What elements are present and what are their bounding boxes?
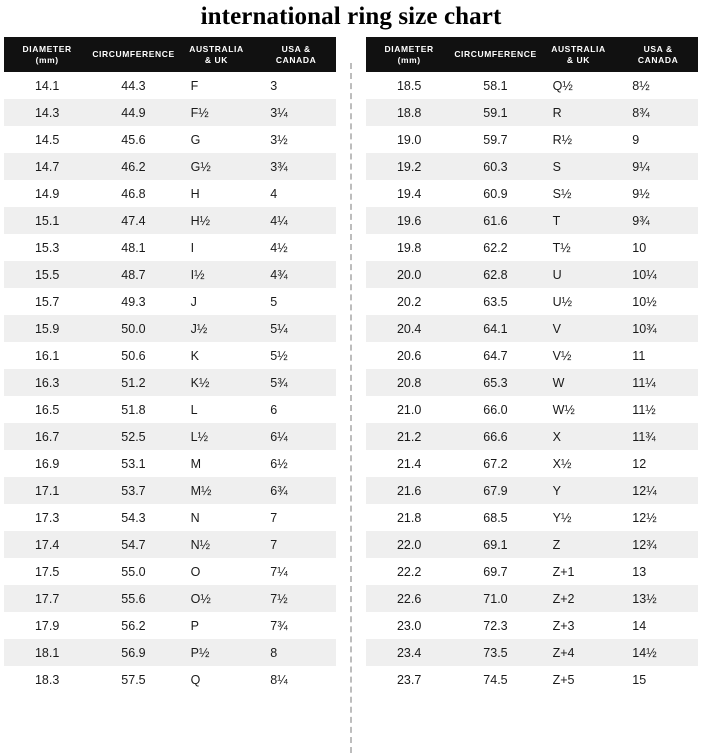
table-row xyxy=(366,504,698,531)
table-cell-circumference: 46.2 xyxy=(90,153,176,180)
table-cell-diameter: 16.5 xyxy=(4,396,90,423)
table-cell-usa-canada: 4¾ xyxy=(256,261,336,288)
ring-size-table-right xyxy=(366,37,698,693)
table-cell-usa-canada: 7½ xyxy=(256,585,336,612)
table-cell-australia-uk: Z+5 xyxy=(539,666,619,693)
table-row xyxy=(366,666,698,693)
table-row xyxy=(4,450,336,477)
table-cell-australia-uk: W½ xyxy=(539,396,619,423)
table-cell-diameter: 20.2 xyxy=(366,288,452,315)
table-cell-usa-canada: 9 xyxy=(618,126,698,153)
table-row xyxy=(366,450,698,477)
table-row xyxy=(4,153,336,180)
table-cell-australia-uk: X xyxy=(539,423,619,450)
table-cell-diameter: 15.3 xyxy=(4,234,90,261)
table-row xyxy=(366,234,698,261)
table-cell-usa-canada: 7 xyxy=(256,531,336,558)
table-row xyxy=(4,207,336,234)
table-cell-diameter: 17.1 xyxy=(4,477,90,504)
table-cell-australia-uk: Z+4 xyxy=(539,639,619,666)
table-row xyxy=(4,72,336,99)
table-cell-diameter: 22.0 xyxy=(366,531,452,558)
table-cell-circumference: 62.8 xyxy=(452,261,538,288)
table-cell-australia-uk: H½ xyxy=(177,207,257,234)
table-cell-circumference: 64.7 xyxy=(452,342,538,369)
table-cell-circumference: 56.2 xyxy=(90,612,176,639)
table-cell-australia-uk: K xyxy=(177,342,257,369)
table-cell-diameter: 19.4 xyxy=(366,180,452,207)
table-cell-circumference: 66.6 xyxy=(452,423,538,450)
table-row xyxy=(4,342,336,369)
column-header-usa-label: USA & xyxy=(281,44,311,54)
column-header-australia-sub: & UK xyxy=(204,54,229,65)
table-row xyxy=(4,126,336,153)
table-cell-australia-uk: X½ xyxy=(539,450,619,477)
column-header-circumference-label: CIRCUMFERENCE xyxy=(454,49,537,60)
table-cell-circumference: 58.1 xyxy=(452,72,538,99)
table-cell-diameter: 16.7 xyxy=(4,423,90,450)
table-cell-diameter: 15.1 xyxy=(4,207,90,234)
table-cell-usa-canada: 5 xyxy=(256,288,336,315)
table-row xyxy=(366,396,698,423)
table-cell-diameter: 21.2 xyxy=(366,423,452,450)
table-cell-circumference: 67.9 xyxy=(452,477,538,504)
table-cell-circumference: 47.4 xyxy=(90,207,176,234)
table-cell-usa-canada: 10¾ xyxy=(618,315,698,342)
table-cell-australia-uk: Q½ xyxy=(539,72,619,99)
column-header-usa-sub: CANADA xyxy=(275,54,317,65)
column-header-usa-canada xyxy=(256,37,336,72)
table-cell-usa-canada: 8 xyxy=(256,639,336,666)
table-cell-diameter: 18.8 xyxy=(366,99,452,126)
ring-size-chart-page xyxy=(0,3,702,750)
table-cell-usa-canada: 8¼ xyxy=(256,666,336,693)
table-cell-circumference: 51.2 xyxy=(90,369,176,396)
table-cell-circumference: 48.1 xyxy=(90,234,176,261)
table-row xyxy=(4,585,336,612)
table-row xyxy=(366,531,698,558)
table-cell-usa-canada: 11¼ xyxy=(618,369,698,396)
table-row xyxy=(4,99,336,126)
table-cell-diameter: 17.5 xyxy=(4,558,90,585)
table-cell-usa-canada: 11 xyxy=(618,342,698,369)
table-row xyxy=(4,639,336,666)
table-cell-usa-canada: 7¾ xyxy=(256,612,336,639)
column-header-diameter xyxy=(366,37,452,72)
table-cell-usa-canada: 6 xyxy=(256,396,336,423)
table-cell-usa-canada: 10 xyxy=(618,234,698,261)
ring-size-table-left xyxy=(4,37,336,693)
table-row xyxy=(4,558,336,585)
table-cell-usa-canada: 3½ xyxy=(256,126,336,153)
table-cell-usa-canada: 3 xyxy=(256,72,336,99)
table-cell-usa-canada: 13 xyxy=(618,558,698,585)
table-cell-australia-uk: W xyxy=(539,369,619,396)
table-cell-australia-uk: N½ xyxy=(177,531,257,558)
column-header-australia-uk xyxy=(539,37,619,72)
table-cell-usa-canada: 3¼ xyxy=(256,99,336,126)
table-cell-circumference: 44.9 xyxy=(90,99,176,126)
table-cell-australia-uk: R½ xyxy=(539,126,619,153)
table-cell-circumference: 59.7 xyxy=(452,126,538,153)
table-cell-australia-uk: P xyxy=(177,612,257,639)
table-cell-australia-uk: V½ xyxy=(539,342,619,369)
table-row xyxy=(4,288,336,315)
table-cell-usa-canada: 4 xyxy=(256,180,336,207)
table-cell-usa-canada: 10¼ xyxy=(618,261,698,288)
table-cell-diameter: 18.1 xyxy=(4,639,90,666)
table-cell-diameter: 20.4 xyxy=(366,315,452,342)
table-cell-usa-canada: 14 xyxy=(618,612,698,639)
table-cell-australia-uk: L½ xyxy=(177,423,257,450)
table-cell-circumference: 46.8 xyxy=(90,180,176,207)
table-cell-australia-uk: U xyxy=(539,261,619,288)
table-cell-diameter: 19.8 xyxy=(366,234,452,261)
table-cell-diameter: 14.3 xyxy=(4,99,90,126)
table-cell-australia-uk: S½ xyxy=(539,180,619,207)
column-header-circumference xyxy=(90,37,176,72)
table-cell-australia-uk: J xyxy=(177,288,257,315)
page-title: international ring size chart xyxy=(200,3,502,30)
vertical-dashed-divider xyxy=(346,63,356,753)
table-cell-diameter: 21.6 xyxy=(366,477,452,504)
table-cell-australia-uk: N xyxy=(177,504,257,531)
table-cell-circumference: 56.9 xyxy=(90,639,176,666)
table-row xyxy=(366,342,698,369)
table-cell-circumference: 66.0 xyxy=(452,396,538,423)
table-cell-diameter: 23.7 xyxy=(366,666,452,693)
table-row xyxy=(4,504,336,531)
table-cell-circumference: 52.5 xyxy=(90,423,176,450)
table-cell-diameter: 23.0 xyxy=(366,612,452,639)
table-cell-usa-canada: 11½ xyxy=(618,396,698,423)
table-cell-diameter: 17.3 xyxy=(4,504,90,531)
table-cell-usa-canada: 6½ xyxy=(256,450,336,477)
table-cell-diameter: 21.4 xyxy=(366,450,452,477)
table-row xyxy=(366,558,698,585)
table-cell-australia-uk: F xyxy=(177,72,257,99)
table-cell-diameter: 17.9 xyxy=(4,612,90,639)
table-row xyxy=(4,180,336,207)
table-cell-circumference: 53.7 xyxy=(90,477,176,504)
table-cell-diameter: 14.5 xyxy=(4,126,90,153)
column-header-diameter-sub: (mm) xyxy=(35,54,59,65)
table-cell-circumference: 64.1 xyxy=(452,315,538,342)
table-cell-usa-canada: 5½ xyxy=(256,342,336,369)
table-cell-diameter: 20.8 xyxy=(366,369,452,396)
table-cell-circumference: 72.3 xyxy=(452,612,538,639)
table-cell-circumference: 63.5 xyxy=(452,288,538,315)
table-cell-circumference: 60.9 xyxy=(452,180,538,207)
table-row xyxy=(4,477,336,504)
table-cell-circumference: 49.3 xyxy=(90,288,176,315)
table-cell-diameter: 20.0 xyxy=(366,261,452,288)
table-row xyxy=(366,288,698,315)
table-cell-usa-canada: 3¾ xyxy=(256,153,336,180)
table-cell-australia-uk: J½ xyxy=(177,315,257,342)
table-body-right xyxy=(366,72,698,693)
table-cell-usa-canada: 5¼ xyxy=(256,315,336,342)
table-cell-diameter: 14.1 xyxy=(4,72,90,99)
table-cell-circumference: 51.8 xyxy=(90,396,176,423)
table-cell-circumference: 71.0 xyxy=(452,585,538,612)
table-cell-usa-canada: 9¾ xyxy=(618,207,698,234)
table-cell-usa-canada: 8¾ xyxy=(618,99,698,126)
table-cell-diameter: 23.4 xyxy=(366,639,452,666)
table-cell-diameter: 15.9 xyxy=(4,315,90,342)
table-cell-circumference: 45.6 xyxy=(90,126,176,153)
table-cell-circumference: 44.3 xyxy=(90,72,176,99)
table-cell-australia-uk: F½ xyxy=(177,99,257,126)
table-row xyxy=(366,369,698,396)
table-cell-diameter: 16.9 xyxy=(4,450,90,477)
table-cell-australia-uk: Z+3 xyxy=(539,612,619,639)
table-row xyxy=(366,126,698,153)
table-cell-circumference: 50.0 xyxy=(90,315,176,342)
table-row xyxy=(366,72,698,99)
table-cell-circumference: 69.1 xyxy=(452,531,538,558)
table-cell-usa-canada: 14½ xyxy=(618,639,698,666)
table-cell-circumference: 65.3 xyxy=(452,369,538,396)
table-cell-diameter: 19.0 xyxy=(366,126,452,153)
table-cell-usa-canada: 9½ xyxy=(618,180,698,207)
table-cell-usa-canada: 12¾ xyxy=(618,531,698,558)
table-row xyxy=(4,423,336,450)
table-cell-usa-canada: 12¼ xyxy=(618,477,698,504)
column-header-usa-label: USA & xyxy=(643,44,673,54)
table-cell-usa-canada: 6¾ xyxy=(256,477,336,504)
table-row xyxy=(366,99,698,126)
table-cell-australia-uk: G xyxy=(177,126,257,153)
table-cell-australia-uk: P½ xyxy=(177,639,257,666)
table-cell-circumference: 57.5 xyxy=(90,666,176,693)
table-row xyxy=(366,180,698,207)
table-cell-circumference: 67.2 xyxy=(452,450,538,477)
column-header-australia-uk xyxy=(177,37,257,72)
table-cell-australia-uk: I½ xyxy=(177,261,257,288)
table-row xyxy=(366,612,698,639)
table-row xyxy=(366,153,698,180)
table-cell-australia-uk: Y xyxy=(539,477,619,504)
table-cell-diameter: 18.5 xyxy=(366,72,452,99)
table-row xyxy=(4,261,336,288)
table-row xyxy=(4,612,336,639)
table-row xyxy=(4,396,336,423)
column-header-australia-label: AUSTRALIA xyxy=(189,44,244,54)
column-header-circumference-label: CIRCUMFERENCE xyxy=(92,49,175,60)
table-cell-usa-canada: 12½ xyxy=(618,504,698,531)
table-cell-diameter: 17.7 xyxy=(4,585,90,612)
dashed-line xyxy=(350,63,352,753)
table-cell-diameter: 17.4 xyxy=(4,531,90,558)
column-header-diameter xyxy=(4,37,90,72)
tables-container xyxy=(0,37,702,753)
table-cell-circumference: 73.5 xyxy=(452,639,538,666)
table-cell-australia-uk: S xyxy=(539,153,619,180)
table-cell-australia-uk: Q xyxy=(177,666,257,693)
table-cell-usa-canada: 4½ xyxy=(256,234,336,261)
table-cell-diameter: 21.8 xyxy=(366,504,452,531)
table-cell-australia-uk: R xyxy=(539,99,619,126)
table-cell-usa-canada: 4¼ xyxy=(256,207,336,234)
table-cell-australia-uk: Z+2 xyxy=(539,585,619,612)
table-cell-usa-canada: 9¼ xyxy=(618,153,698,180)
table-cell-australia-uk: T½ xyxy=(539,234,619,261)
table-cell-usa-canada: 13½ xyxy=(618,585,698,612)
column-header-diameter-label: DIAMETER xyxy=(384,44,434,54)
table-cell-australia-uk: M½ xyxy=(177,477,257,504)
table-cell-circumference: 50.6 xyxy=(90,342,176,369)
table-cell-usa-canada: 15 xyxy=(618,666,698,693)
column-header-usa-canada xyxy=(618,37,698,72)
table-row xyxy=(4,369,336,396)
table-row xyxy=(366,315,698,342)
table-cell-diameter: 19.2 xyxy=(366,153,452,180)
column-header-diameter-label: DIAMETER xyxy=(22,44,72,54)
table-cell-diameter: 22.2 xyxy=(366,558,452,585)
table-cell-circumference: 61.6 xyxy=(452,207,538,234)
table-cell-australia-uk: U½ xyxy=(539,288,619,315)
table-header-left xyxy=(4,37,336,72)
table-cell-usa-canada: 6¼ xyxy=(256,423,336,450)
table-row xyxy=(4,234,336,261)
table-cell-australia-uk: O xyxy=(177,558,257,585)
table-row xyxy=(4,666,336,693)
table-cell-usa-canada: 10½ xyxy=(618,288,698,315)
table-cell-diameter: 15.5 xyxy=(4,261,90,288)
table-row xyxy=(366,585,698,612)
table-cell-australia-uk: O½ xyxy=(177,585,257,612)
table-cell-circumference: 59.1 xyxy=(452,99,538,126)
table-cell-australia-uk: Z+1 xyxy=(539,558,619,585)
table-cell-circumference: 54.7 xyxy=(90,531,176,558)
table-cell-circumference: 55.6 xyxy=(90,585,176,612)
table-cell-diameter: 20.6 xyxy=(366,342,452,369)
table-cell-circumference: 55.0 xyxy=(90,558,176,585)
column-header-diameter-sub: (mm) xyxy=(397,54,421,65)
table-row xyxy=(4,531,336,558)
table-cell-australia-uk: K½ xyxy=(177,369,257,396)
table-cell-circumference: 62.2 xyxy=(452,234,538,261)
table-row xyxy=(366,639,698,666)
header-row xyxy=(4,37,336,72)
table-cell-circumference: 60.3 xyxy=(452,153,538,180)
column-header-australia-sub: & UK xyxy=(566,54,591,65)
table-body-left xyxy=(4,72,336,693)
table-cell-diameter: 14.7 xyxy=(4,153,90,180)
table-cell-usa-canada: 12 xyxy=(618,450,698,477)
table-cell-diameter: 19.6 xyxy=(366,207,452,234)
table-cell-circumference: 69.7 xyxy=(452,558,538,585)
table-row xyxy=(366,261,698,288)
table-row xyxy=(366,477,698,504)
table-cell-diameter: 16.3 xyxy=(4,369,90,396)
table-cell-circumference: 53.1 xyxy=(90,450,176,477)
table-cell-usa-canada: 7 xyxy=(256,504,336,531)
column-header-australia-label: AUSTRALIA xyxy=(551,44,606,54)
table-cell-australia-uk: I xyxy=(177,234,257,261)
table-cell-australia-uk: V xyxy=(539,315,619,342)
column-header-usa-sub: CANADA xyxy=(637,54,679,65)
table-cell-australia-uk: Y½ xyxy=(539,504,619,531)
table-row xyxy=(366,207,698,234)
table-cell-circumference: 68.5 xyxy=(452,504,538,531)
table-cell-usa-canada: 7¼ xyxy=(256,558,336,585)
table-cell-circumference: 48.7 xyxy=(90,261,176,288)
table-cell-circumference: 54.3 xyxy=(90,504,176,531)
table-cell-diameter: 14.9 xyxy=(4,180,90,207)
table-cell-australia-uk: G½ xyxy=(177,153,257,180)
table-cell-diameter: 18.3 xyxy=(4,666,90,693)
table-cell-australia-uk: L xyxy=(177,396,257,423)
table-header-right xyxy=(366,37,698,72)
table-cell-circumference: 74.5 xyxy=(452,666,538,693)
table-cell-diameter: 21.0 xyxy=(366,396,452,423)
table-cell-australia-uk: M xyxy=(177,450,257,477)
table-cell-australia-uk: Z xyxy=(539,531,619,558)
table-cell-usa-canada: 8½ xyxy=(618,72,698,99)
table-row xyxy=(4,315,336,342)
table-cell-australia-uk: H xyxy=(177,180,257,207)
table-cell-australia-uk: T xyxy=(539,207,619,234)
table-cell-diameter: 15.7 xyxy=(4,288,90,315)
table-cell-usa-canada: 11¾ xyxy=(618,423,698,450)
header-row xyxy=(366,37,698,72)
table-cell-diameter: 22.6 xyxy=(366,585,452,612)
table-cell-diameter: 16.1 xyxy=(4,342,90,369)
table-cell-usa-canada: 5¾ xyxy=(256,369,336,396)
column-header-circumference xyxy=(452,37,538,72)
table-row xyxy=(366,423,698,450)
